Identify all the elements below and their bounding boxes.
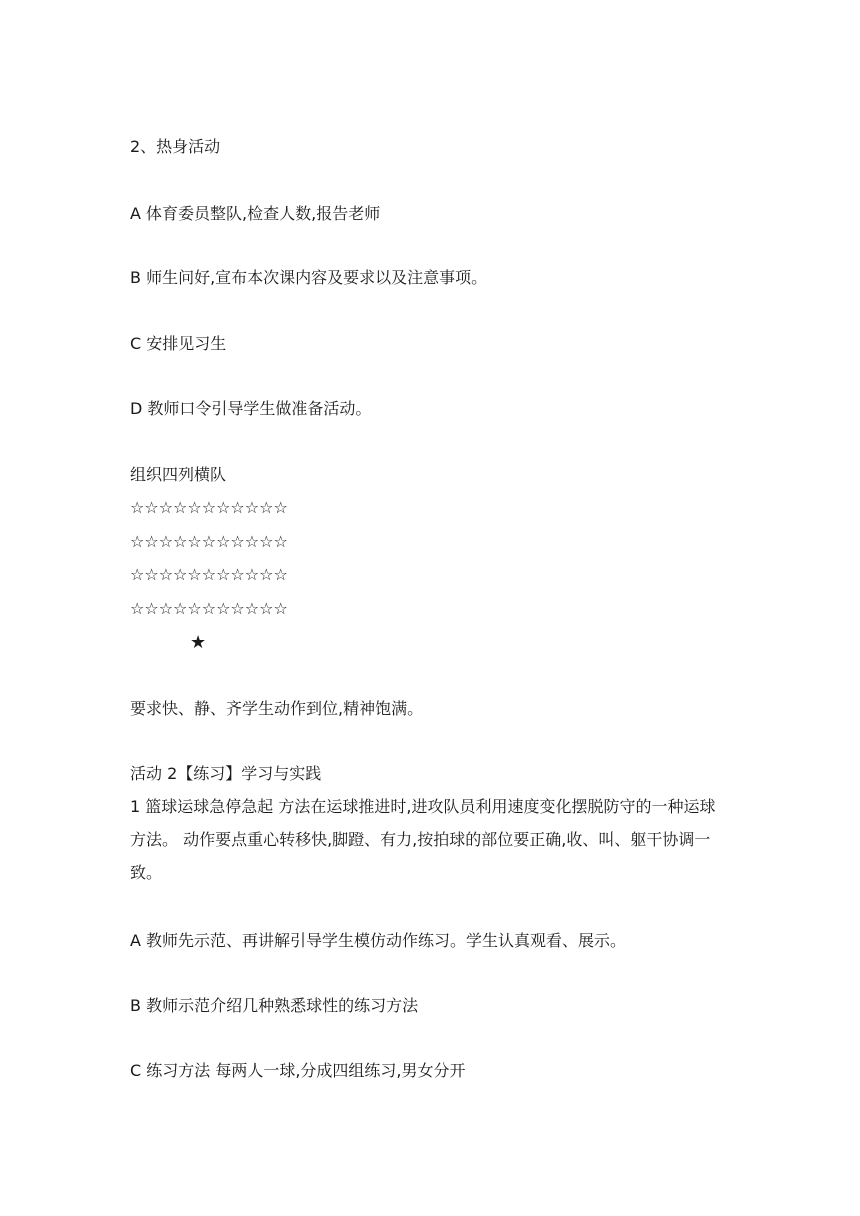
activity2-item-c: C 练习方法 每两人一球,分成四组练习,男女分开 (130, 1061, 466, 1080)
formation-row: ☆☆☆☆☆☆☆☆☆☆☆ (130, 599, 288, 618)
item-a: A 体育委员整队,检查人数,报告老师 (130, 204, 381, 223)
formation-title: 组织四列横队 (130, 465, 227, 484)
formation-row: ☆☆☆☆☆☆☆☆☆☆☆ (130, 565, 288, 584)
activity2-title: 活动 2【练习】学习与实践 (130, 764, 322, 783)
formation-row: ☆☆☆☆☆☆☆☆☆☆☆ (130, 532, 288, 551)
activity2-item-a: A 教师先示范、再讲解引导学生模仿动作练习。学生认真观看、展示。 (130, 931, 627, 950)
requirement-text: 要求快、静、齐学生动作到位,精神饱满。 (130, 699, 424, 718)
activity2-item-b: B 教师示范介绍几种熟悉球性的练习方法 (130, 996, 419, 1015)
item-c: C 安排见习生 (130, 334, 227, 353)
item-b: B 师生问好,宣布本次课内容及要求以及注意事项。 (130, 268, 488, 287)
teacher-star-icon: ★ (190, 632, 207, 653)
activity2-point1: 1 篮球运球急停急起 方法在运球推进时,进攻队员利用速度变化摆脱防守的一种运球方法。 动作要点重心转移快,脚蹬、有力,按拍球的部位要正确,收、叫、躯干协调一致。 (130, 797, 716, 882)
section-heading: 2、热身活动 (130, 137, 221, 156)
formation-row: ☆☆☆☆☆☆☆☆☆☆☆ (130, 498, 288, 517)
item-d: D 教师口令引导学生做准备活动。 (130, 399, 372, 418)
